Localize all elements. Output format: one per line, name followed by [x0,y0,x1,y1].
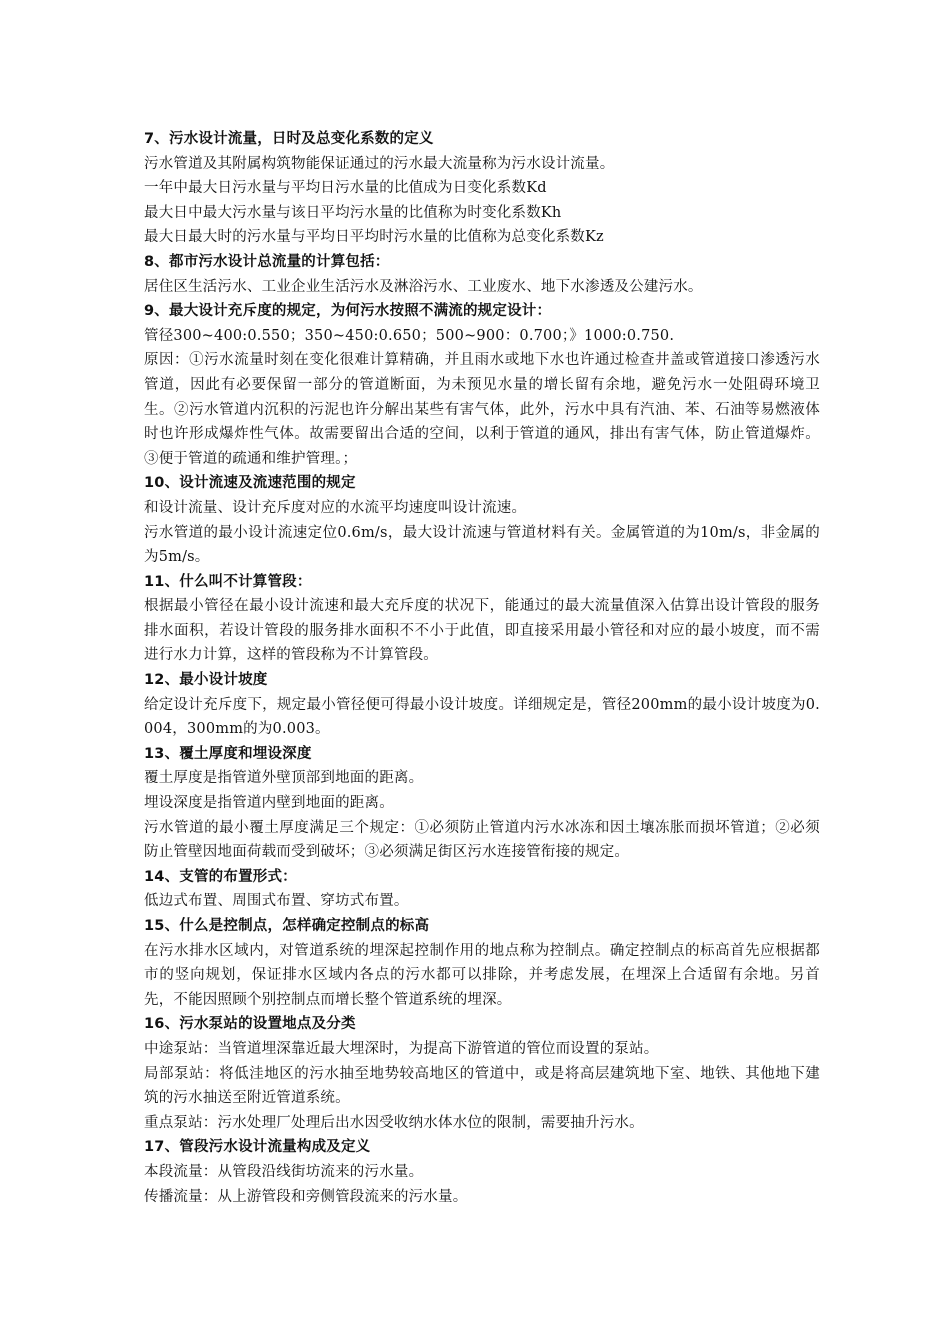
paragraph: 污水管道及其附属构筑物能保证通过的污水最大流量称为污水设计流量。 [144,155,615,172]
paragraph: 管径300~400:0.550；350~450:0.650；500~900：0.700；》1000:0.750. [144,327,675,344]
paragraph: 重点泵站：污水处理厂处理后出水因受收纳水体水位的限制，需要抽升污水。 [144,1114,644,1131]
section-heading: 8、都市污水设计总流量的计算包括： [144,253,390,270]
section-heading: 12、最小设计坡度 [144,672,268,689]
paragraph: 最大日中最大污水量与该日平均污水量的比值称为时变化系数Kh [144,204,562,221]
paragraph: 居住区生活污水、工业企业生活污水及淋浴污水、工业废水、地下水渗透及公建污水。 [144,278,703,295]
paragraph: 低边式布置、周围式布置、穿坊式布置。 [144,893,409,910]
paragraph: 在污水排水区域内，对管道系统的埋深起控制作用的地点称为控制点。确定控制点的标高首先应根据都市的竖向规划，保证排水区域内各点的污水都可以排除，并考虑发展，在埋深上合适留有余地。另首先，不能因照顾个别控制点而增长整个管道系统的埋深。 [144,942,820,1008]
section-heading: 9、最大设计充斥度的规定，为何污水按照不满流的规定设计： [144,303,552,320]
document-body [144,127,820,1209]
section-heading: 10、设计流速及流速范围的规定 [144,475,356,492]
paragraph: 给定设计充斥度下，规定最小管径便可得最小设计坡度。详细规定是，管径200mm的最小设计坡度为0.004，300mm的为0.003。 [144,696,820,738]
section-heading: 13、覆土厚度和埋设深度 [144,745,312,762]
section-heading: 7、污水设计流量，日时及总变化系数的定义 [144,131,434,147]
paragraph: 原因：①污水流量时刻在变化很难计算精确，并且雨水或地下水也许通过检查井盖或管道接口渗透污水管道，因此有必要保留一部分的管道断面，为未预见水量的增长留有余地，避免污水一处阻碍环境卫生。②污水管道内沉积的污泥也许分解出某些有害气体，此外，污水中具有汽油、苯、石油等易燃液体时也许形成爆炸性气体。故需要留出合适的空间，以利于管道的通风，排出有害气体，防止管道爆炸。③便于管道的疏通和维护管理。； [144,352,820,467]
paragraph: 污水管道的最小设计流速定位0.6m/s，最大设计流速与管道材料有关。金属管道的为10m/s，非金属的为5m/s。 [144,524,820,566]
section-heading: 16、污水泵站的设置地点及分类 [144,1016,356,1033]
paragraph: 一年中最大日污水量与平均日污水量的比值成为日变化系数Kd [144,180,547,197]
section-heading: 15、什么是控制点，怎样确定控制点的标高 [144,918,430,934]
section-heading: 11、什么叫不计算管段： [144,573,312,590]
section-heading: 17、管段污水设计流量构成及定义 [144,1139,371,1156]
paragraph: 局部泵站：将低洼地区的污水抽至地势较高地区的管道中，或是将高层建筑地下室、地铁、其他地下建筑的污水抽送至附近管道系统。 [144,1065,820,1107]
paragraph: 埋设深度是指管道内壁到地面的距离。 [144,795,394,812]
paragraph: 本段流量：从管段沿线街坊流来的污水量。 [144,1163,424,1180]
paragraph: 覆土厚度是指管道外壁顶部到地面的距离。 [144,770,424,787]
paragraph: 根据最小管径在最小设计流速和最大充斥度的状况下，能通过的最大流量值深入估算出设计管段的服务排水面积，若设计管段的服务排水面积不不小于此值，即直接采用最小管径和对应的最小坡度，而不需进行水力计算，这样的管段称为不计算管段。 [144,598,820,664]
paragraph: 中途泵站：当管道埋深靠近最大埋深时，为提高下游管道的管位而设置的泵站。 [144,1040,659,1057]
paragraph: 最大日最大时的污水量与平均日平均时污水量的比值称为总变化系数Kz [144,229,604,246]
paragraph: 污水管道的最小覆土厚度满足三个规定：①必须防止管道内污水冰冻和因土壤冻胀而损坏管道；②必须防止管壁因地面荷载而受到破坏；③必须满足街区污水连接管衔接的规定。 [144,819,820,861]
paragraph: 传播流量：从上游管段和旁侧管段流来的污水量。 [144,1188,468,1205]
section-heading: 14、支管的布置形式： [144,868,297,885]
paragraph: 和设计流量、设计充斥度对应的水流平均速度叫设计流速。 [144,499,527,516]
